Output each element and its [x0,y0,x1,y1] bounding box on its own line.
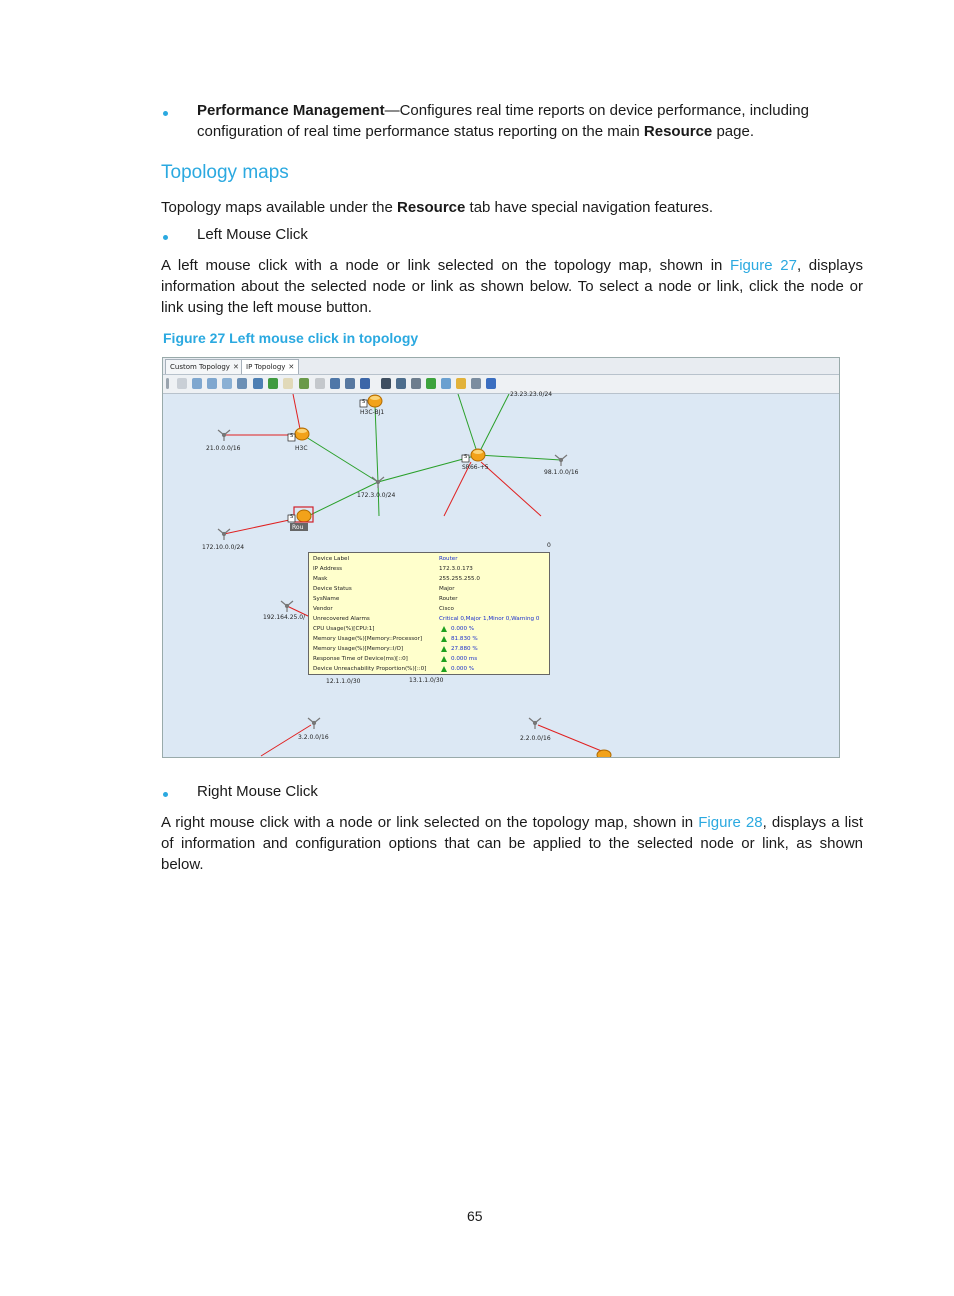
tooltip-row [313,654,549,664]
perf-management-line-2 [197,121,857,142]
perf-text-end: page. [712,123,754,140]
tooltip-key: Device Unreachability Proportion(%)[::0] [313,666,427,672]
right-click-bullet: Right Mouse Click [197,783,318,800]
node-label: 192.164.25.0/ [263,614,306,621]
link[interactable] [478,455,561,460]
zoom-out-icon[interactable] [207,378,217,389]
figure-28-link[interactable]: Figure 28 [698,814,763,831]
save-icon[interactable] [299,378,309,389]
node-label: SR66-+5 [462,464,489,471]
trend-up-icon [441,656,447,662]
tooltip-row [313,644,549,654]
figure-caption: Figure 27 Left mouse click in topology [163,330,419,346]
node-label: H3C-BJ1 [360,409,385,416]
tooltip-row [313,564,549,574]
badge-letter: S [290,514,294,520]
figure-27-link[interactable]: Figure 27 [730,257,797,274]
link-icon[interactable] [411,378,421,389]
intro-resource: Resource [397,199,466,216]
perf-management-text: —Configures real time reports on device performance, including [384,102,809,119]
router-icon[interactable] [368,395,382,407]
tooltip-value[interactable]: Critical 0,Major 1,Minor 0,Warning 0 [439,616,540,622]
node-label: 98.1.0.0/16 [544,469,579,476]
link[interactable] [375,406,378,482]
chart-icon[interactable] [360,378,370,389]
tooltip-row [313,634,549,644]
tooltip-key: Unrecovered Alarms [313,616,370,622]
router-icon[interactable] [597,750,611,757]
tooltip-value: 0.000 % [451,626,475,632]
badge-letter: S [464,454,468,460]
tooltip-value: 0.000 ms [451,656,478,662]
perf-management-line-1 [197,100,857,121]
tooltip-key: CPU Usage(%)[CPU:1] [313,626,375,632]
trend-up-icon [441,626,447,632]
tooltip-key: Vendor [313,606,333,612]
perf-text: configuration of real time performance status reporting on the main [197,123,644,140]
network-node-icon[interactable] [281,601,293,612]
tooltip-value: 0.000 % [451,666,475,672]
zoom-area-icon[interactable] [237,378,247,389]
close-icon[interactable]: ✕ [232,363,239,371]
badge-letter: S [290,433,294,439]
page-number: 65 [467,1208,483,1224]
link[interactable] [458,394,478,455]
toolbar [163,375,839,394]
print-icon[interactable] [345,378,355,389]
tooltip-key: Response Time of Device(ms)[::0] [313,656,408,662]
tooltip-row [313,614,549,624]
left-click-bullet: Left Mouse Click [197,226,308,243]
node-label: 172.10.0.0/24 [202,544,245,551]
close-icon[interactable]: ✕ [288,363,295,371]
tooltip-row [313,594,549,604]
right-para-text: A right mouse click with a node or link selected on the topology map, shown in [161,814,699,831]
tab-bar [163,358,839,375]
router-icon[interactable] [297,510,311,522]
tooltip-key: IP Address [313,566,343,572]
link[interactable] [478,394,509,455]
trend-up-icon [441,666,447,672]
node-label: 12.1.1.0/30 [326,678,361,685]
tooltip-value: Router [439,556,458,562]
link[interactable] [481,462,541,516]
devices-icon[interactable] [396,378,406,389]
tooltip-value: Cisco [439,606,454,612]
tooltip-value: 27.880 % [451,646,478,652]
network-node-icon[interactable] [555,455,567,466]
tooltip-row [313,664,549,674]
network-node-icon[interactable] [308,718,320,729]
tooltip-value: Major [439,586,455,592]
tooltip-value: 81.830 % [451,636,478,642]
node-label: 172.3.0.0/24 [357,492,396,499]
node-label: 23.23.23.0/24 [510,391,553,398]
disk-icon[interactable] [330,378,340,389]
node-label: 21.0.0.0/16 [206,445,241,452]
refresh-icon[interactable] [268,378,278,389]
tab-label: Custom Topology [170,363,230,371]
trend-up-icon [441,646,447,652]
hand-icon[interactable] [283,378,293,389]
badge-letter: S [362,399,366,405]
right-click-para-line-1 [161,812,863,833]
tooltip-row [313,624,549,634]
node-label: Rou [292,524,304,531]
tooltip-value: 172.3.0.173 [439,566,473,572]
router-icon[interactable] [295,428,309,440]
tab-ip-topology[interactable] [241,359,299,374]
left-para-text: A left mouse click with a node or link selected on the topology map, shown in [161,257,731,274]
node-label: H3C [295,445,308,452]
fit-window-icon[interactable] [253,378,263,389]
tooltip-row [313,584,549,594]
right-para-text-end: , displays a list [762,814,863,831]
tooltip-key: Mask [313,576,328,582]
device-tooltip [308,552,550,675]
perf-management-title: Performance Management [197,102,385,119]
network-node-icon[interactable] [218,529,230,540]
back-icon[interactable] [177,378,187,389]
right-click-para-line-3: below. [161,856,204,873]
group-icon[interactable] [441,378,451,389]
tooltip-key: Memory Usage(%)[Memory::I/O] [313,646,404,652]
bullet-dot [163,111,168,116]
router-icon[interactable] [471,449,485,461]
left-click-para-line-3: link using the left mouse button. [161,299,372,316]
node-label: 2.2.0.0/16 [520,735,551,742]
bullet-dot [163,235,168,240]
link[interactable] [306,437,378,482]
tooltip-key: Device Label [313,556,349,562]
link[interactable] [224,519,294,534]
section-heading: Topology maps [161,162,289,183]
resource-bold: Resource [643,123,713,140]
grid-icon[interactable] [315,378,325,389]
toolbar-grip-icon [166,378,169,389]
node-label: 0 [547,542,551,549]
bullet-dot [163,792,168,797]
zoom-fit-icon[interactable] [222,378,232,389]
config-icon[interactable] [471,378,481,389]
network-node-icon[interactable] [529,718,541,729]
tooltip-value: 255.255.255.0 [439,576,480,582]
left-click-para-line-1 [161,255,863,276]
right-click-para-line-2: of information and configuration options that can be applied to the selected node or link, as shown [161,835,863,852]
tooltip-row [313,554,549,564]
intro-paragraph [161,197,861,218]
intro-text-end: tab have special navigation features. [465,199,714,216]
link[interactable] [306,482,378,517]
help-icon[interactable] [486,378,496,389]
star-icon[interactable] [456,378,466,389]
left-para-text-end: , displays [796,257,863,274]
network-icon[interactable] [426,378,436,389]
intro-text: Topology maps available under the [161,199,397,216]
topology-canvas[interactable] [166,391,839,757]
tooltip-row [313,604,549,614]
tab-custom-topology[interactable] [165,359,244,374]
trend-up-icon [441,636,447,642]
zoom-in-icon[interactable] [192,378,202,389]
tooltip-key: SysName [313,596,340,602]
tab-label: IP Topology [246,363,286,371]
tooltip-key: Memory Usage(%)[Memory::Processor] [313,636,423,642]
node-label: 3.2.0.0/16 [298,734,329,741]
tooltip-key: Device Status [313,586,352,592]
node-label: 13.1.1.0/30 [409,677,444,684]
left-click-para-line-2: information about the selected node or link as shown below. To select a node or link, click the node or [161,278,863,295]
topology-screenshot [162,357,840,758]
tooltip-row [313,574,549,584]
layout-icon[interactable] [381,378,391,389]
tooltip-value: Router [439,596,458,602]
